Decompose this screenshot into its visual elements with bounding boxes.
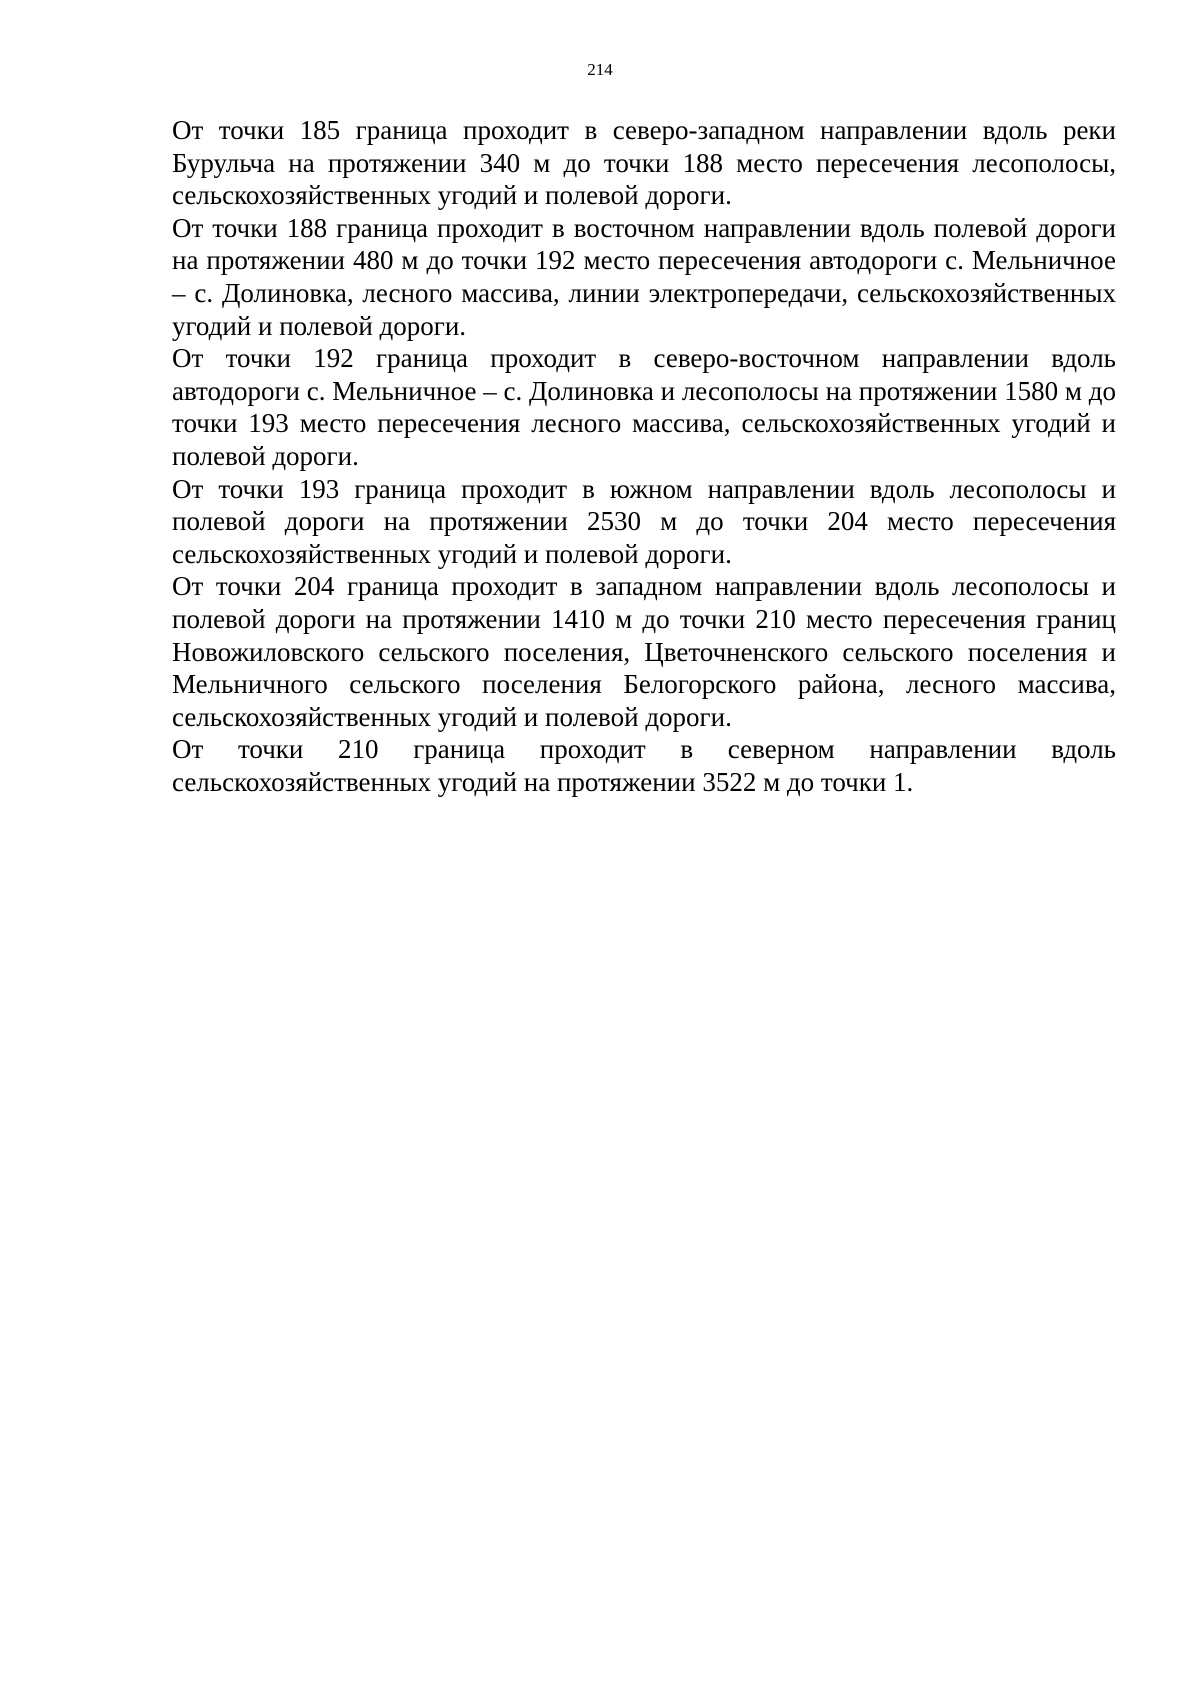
paragraph-2: От точки 188 граница проходит в восточном направлении вдоль полевой дороги на протяжении 480 м до точки 192 место пересечения автодороги с. Мельничное – с. Долиновка, лесного массива, линии электропередачи, сельскохозяйственных угодий и полевой дороги. xyxy=(172,212,1116,341)
paragraph-4: От точки 193 граница проходит в южном направлении вдоль лесополосы и полевой дороги на протяжении 2530 м до точки 204 место пересечения сельскохозяйственных угодий и полевой дороги. xyxy=(172,473,1116,569)
paragraph-1: От точки 185 граница проходит в северо-западном направлении вдоль реки Бурульча на протяжении 340 м до точки 188 место пересечения лесополосы, сельскохозяйственных угодий и полевой дороги. xyxy=(172,115,1116,211)
paragraph-5: От точки 204 граница проходит в западном направлении вдоль лесополосы и полевой дороги на протяжении 1410 м до точки 210 место пересечения границ Новожиловского сельского поселения, Цветочненского сельского поселения и Мельничного сельского поселения Белогорского района, лесного массива, сельскохозяйственных угодий и полевой дороги. xyxy=(172,571,1116,732)
page-number: 214 xyxy=(587,60,613,79)
paragraph-3: От точки 192 граница проходит в северо-восточном направлении вдоль автодороги с. Мельничное – с. Долиновка и лесополосы на протяжении 1580 м до точки 193 место пересечения лесного массива, сельскохозяйственных угодий и полевой дороги. xyxy=(172,343,1116,471)
paragraph-6: От точки 210 граница проходит в северном направлении вдоль сельскохозяйственных угодий на протяжении 3522 м до точки 1. xyxy=(172,734,1116,797)
document-body xyxy=(172,114,1116,798)
